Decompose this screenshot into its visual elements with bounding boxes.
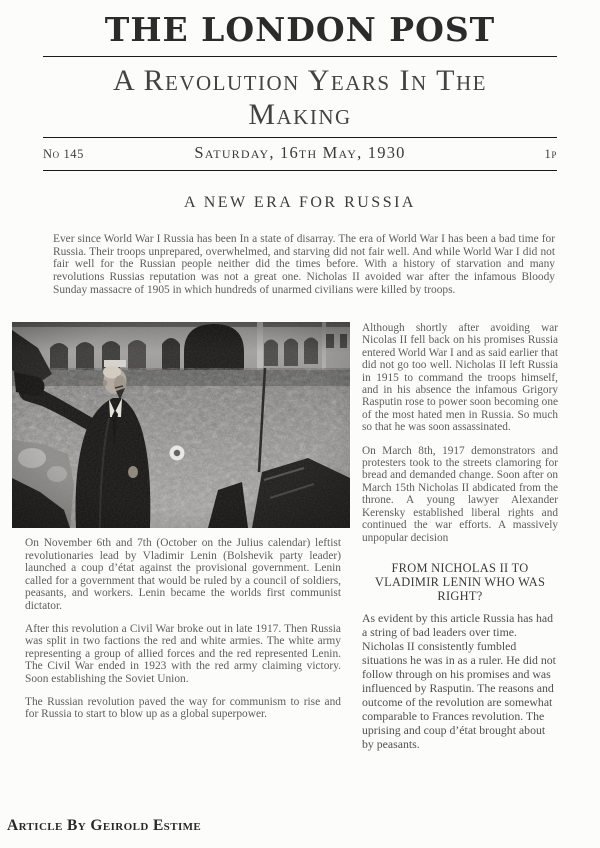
dateline-date: Saturday, 16th May, 1930: [194, 143, 406, 162]
left-column-paragraph-2: After this revolution a Civil War broke out in late 1917. Then Russia was split in two factions the red and white armies. The white army representing a group of allied forces and the red represented Lenin. The Civil War ended in 1923 with the red army claiming victory. Soon establishing the Soviet Union.: [25, 622, 341, 685]
subsection-body: As evident by this article Russia has had a string of bad leaders over time. Nicholas II consistently fumbled situations he was in as a ruler. He did not follow through on his promises and was influenced by Rasputin. The reasons and outcome of the revolution are somewhat comparable to Frances revolution. The uprising and coup d’état brought about by peasants.: [362, 610, 556, 751]
article-left-column: [25, 537, 341, 721]
divider-rule-top: [43, 56, 557, 57]
right-column-paragraph-2: On March 8th, 1917 demonstrators and protesters took to the streets clamoring for bread and demanded change. Soon after on March 15th Nicholas II abdicated from the throne. A young lawyer Alexander Kerensky established liberal rights and continued the war efforts. A massively unpopular decision: [362, 444, 558, 544]
right-column-paragraph-1: Although shortly after avoiding war Nicolas II fell back on his promises Russia entered World War I and as said earlier that did not go too well. Nicholas II left Russia in 1915 to command the troops himself, and in his absence the infamous Grigory Rasputin rose to power soon becoming one of the most hated men in Russia. So much so that he was soon assassinated.: [362, 322, 558, 434]
article-intro-paragraph: Ever since World War I Russia has been In a state of disarray. The era of World War I has been a bad time for Russia. Their troops unprepared, overwhelmed, and starving did not fair well. And while World War I did not fair well for the Russian people neither did the times before. With a history of starvation and many revolutions Russias reputation was not a great one. Nicholas II avoided war after the infamous Bloody Sunday massacre of 1905 in which hundreds of unarmed civilians were killed by troops.: [53, 233, 555, 296]
dateline: [43, 141, 557, 167]
main-headline: A Revolution Years In The Making: [113, 64, 487, 131]
article-byline: Article By Geirold Estime: [7, 817, 202, 834]
issue-number: No 145: [43, 147, 85, 161]
article-right-column: [362, 322, 558, 751]
divider-rule-middle: [43, 137, 557, 138]
article-section-title: A NEW ERA FOR RUSSIA: [184, 194, 416, 211]
masthead-title: THE LONDON POST: [104, 10, 496, 49]
lenin-crowd-photo: [12, 322, 350, 528]
left-column-paragraph-3: The Russian revolution paved the way for communism to rise and for Russia to start to blow up as a global superpower.: [25, 695, 341, 721]
price-label: 1p: [544, 147, 557, 161]
divider-rule-bottom: [43, 170, 557, 171]
subsection-title: FROM NICHOLAS II TO VLADIMIR LENIN WHO WAS RIGHT?: [374, 560, 546, 603]
left-column-paragraph-1: On November 6th and 7th (October on the Julius calendar) leftist revolutionaries lead by Vladimir Lenin (Bolshevik party leader) launched a coup d’état against the provisional government. Lenin called for a government that would be ruled by a council of soldiers, peasants, and workers. Lenin became the worlds first communist dictator.: [25, 537, 341, 612]
